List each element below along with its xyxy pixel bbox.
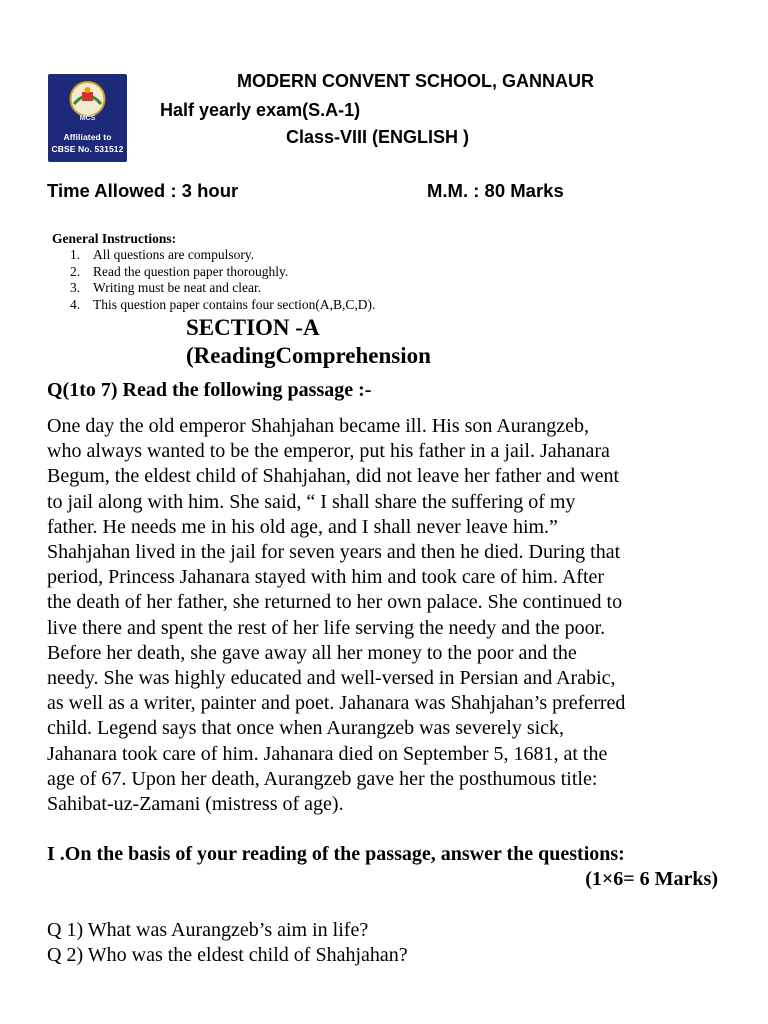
exam-name: Half yearly exam(S.A-1) — [160, 100, 361, 120]
time-allowed: Time Allowed : 3 hour — [47, 180, 239, 201]
instruction-text: This question paper contains four section(A,B,C,D). — [93, 296, 376, 312]
instruction-item — [70, 247, 375, 264]
instruction-item — [70, 264, 375, 281]
instruction-text: Writing must be neat and clear. — [93, 280, 262, 296]
question-item: Q 2) Who was the eldest child of Shahjahan? — [47, 944, 408, 966]
general-instructions-title: General Instructions: — [52, 231, 177, 246]
instruction-text: Read the question paper thoroughly. — [93, 263, 289, 279]
instruction-text: All questions are compulsory. — [93, 247, 255, 262]
instruction-item — [70, 297, 375, 314]
passage-question-title: Q(1to 7) Read the following passage :- — [47, 379, 372, 401]
passage-line: child. Legend says that once when Aurangzeb was severely sick, — [47, 717, 565, 740]
passage-line: to jail along with him. She said, “ I shall share the suffering of my — [47, 490, 576, 513]
instruction-number: 1. — [70, 247, 81, 262]
passage-line: period, Princess Jahanara stayed with him and took care of him. After — [47, 566, 605, 589]
passage-line: Jahanara took care of him. Jahanara died on September 5, 1681, at the — [47, 742, 608, 765]
instruction-number: 2. — [70, 263, 81, 279]
section-title: SECTION -A — [186, 315, 320, 340]
reading-passage — [47, 414, 727, 817]
instruction-item — [70, 280, 375, 297]
section-heading — [186, 314, 431, 370]
class-subject: Class-VIII (ENGLISH ) — [286, 127, 470, 147]
passage-line: Before her death, she gave away all her money to the poor and the — [47, 641, 577, 664]
part-one-marks: (1×6= 6 Marks) — [585, 868, 718, 890]
question-item: Q 1) What was Aurangzeb’s aim in life? — [47, 919, 369, 941]
passage-line: who always wanted to be the emperor, put his father in a jail. Jahanara — [47, 440, 610, 463]
logo-emblem-text: MCS — [79, 115, 96, 122]
passage-line: as well as a writer, painter and poet. Jahanara was Shahjahan’s preferred — [47, 692, 626, 715]
part-one-instruction: I .On the basis of your reading of the passage, answer the questions: — [47, 843, 625, 865]
instruction-number: 4. — [70, 296, 81, 312]
question-list — [47, 918, 408, 968]
maximum-marks: M.M. : 80 Marks — [427, 180, 564, 201]
passage-line: needy. She was highly educated and well-versed in Persian and Arabic, — [47, 667, 616, 690]
logo-affiliation-label: Affiliated to — [63, 132, 112, 142]
passage-line: One day the old emperor Shahjahan became ill. His son Aurangzeb, — [47, 415, 590, 437]
passage-line: the death of her father, she returned to her own palace. She continued to — [47, 591, 623, 614]
passage-line: Shahjahan lived in the jail for seven years and then he died. During that — [47, 541, 621, 564]
passage-line: age of 67. Upon her death, Aurangzeb gave her the posthumous title: — [47, 767, 598, 790]
passage-line: live there and spent the rest of her life serving the needy and the poor. — [47, 616, 606, 639]
section-subtitle: (ReadingComprehension — [186, 343, 431, 368]
school-logo — [48, 74, 127, 162]
school-name: MODERN CONVENT SCHOOL, GANNAUR — [237, 71, 595, 91]
logo-cbse-number: CBSE No. 531512 — [51, 144, 124, 154]
school-emblem-icon — [60, 80, 115, 118]
passage-line: Sahibat-uz-Zamani (mistress of age). — [47, 793, 344, 816]
passage-line: Begum, the eldest child of Shahjahan, did not leave her father and went — [47, 465, 620, 488]
passage-line: father. He needs me in his old age, and I shall never leave him.” — [47, 515, 558, 538]
instruction-number: 3. — [70, 280, 81, 296]
general-instructions-list — [70, 247, 375, 313]
